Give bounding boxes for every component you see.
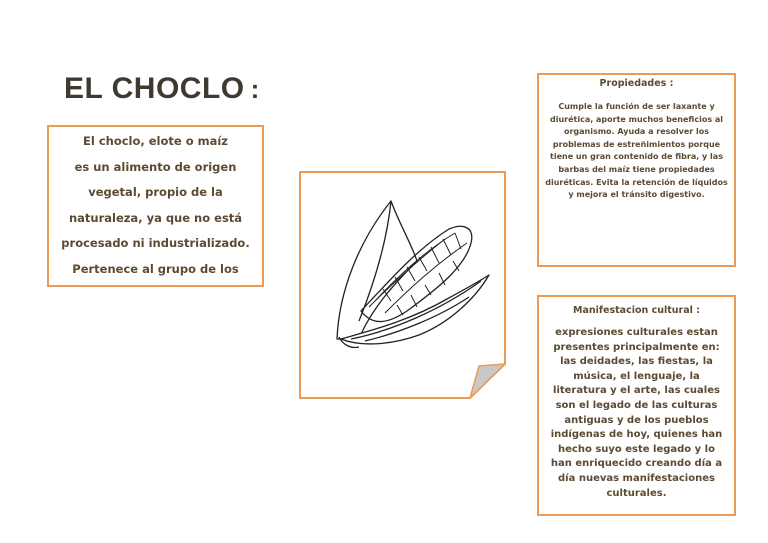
page-title [64, 72, 260, 106]
intro-line-5: procesado ni industrializado. [61, 236, 250, 251]
intro-line-4: naturaleza, ya que no está [68, 210, 243, 225]
corn-cob-icon [299, 171, 506, 399]
intro-line-6: Pertenece al grupo de los [72, 261, 239, 276]
cultural-heading: Manifestacion cultural : [573, 305, 700, 316]
title-text: EL CHOCLO [64, 72, 245, 105]
properties-heading: Propiedades : [599, 78, 674, 89]
properties-box [537, 73, 736, 267]
properties-text: Cumple la función de ser laxante y diurética, aporte muchos beneficios al organismo. Ayuda a resolver los problemas de estreñimientos porque tiene un gran contenido de fibra, y las barbas del maíz tiene propiedades diuréticas. Evita la retención de líquidos y mejora el tránsito digestivo. [545, 102, 728, 200]
intro-line-1: El choclo, elote o maíz [83, 134, 228, 148]
intro-line-3: vegetal, propio de la [88, 185, 223, 200]
intro-box [47, 125, 264, 287]
title-colon: : [250, 74, 260, 104]
cultural-text: expresiones culturales estan presentes principalmente en: las deidades, las fiestas, la música, el lenguaje, la literatura y el arte, las cuales son el legado de las culturas antiguas y de los pueblos indígenas de hoy, quienes han hecho suyo este legado y lo han enriquecido creando día a día nuevas manifestaciones culturales. [550, 327, 723, 499]
intro-line-2: es un alimento de origen [74, 159, 237, 174]
cultural-box [537, 295, 736, 516]
corn-image-frame [299, 171, 506, 399]
